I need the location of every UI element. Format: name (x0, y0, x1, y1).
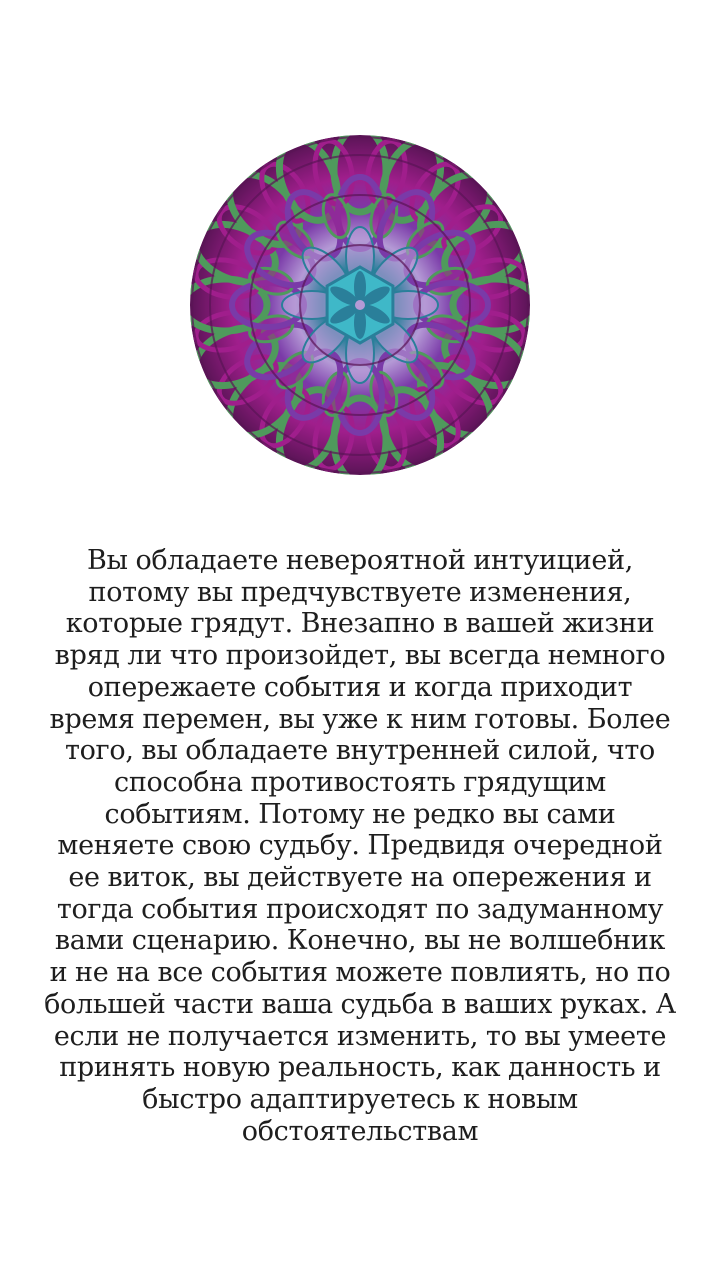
text-line: принять новую реальность, как данность и (59, 1052, 661, 1084)
text-line: быстро адаптируетесь к новым (142, 1083, 578, 1115)
text-line: если не получается изменить, то вы умеете (53, 1020, 667, 1052)
text-line: большей части ваша судьба в ваших руках. А (44, 988, 676, 1020)
center-dot (355, 300, 365, 310)
text-line: которые грядут. Внезапно в вашей жизни (65, 608, 655, 640)
text-line: ее виток, вы действуете на опережения и (68, 862, 652, 894)
text-line: способна противостоять грядущим (114, 766, 606, 798)
text-line: время перемен, вы уже к ним готовы. Более (49, 703, 671, 735)
text-line: того, вы обладаете внутренней силой, что (64, 735, 656, 767)
text-line: потому вы предчувствуете изменения, (88, 576, 632, 608)
text-line: обстоятельствам (241, 1115, 479, 1147)
description-text (40, 545, 680, 1147)
text-line: тогда события происходят по задуманному (56, 893, 664, 925)
text-line: вами сценарию. Конечно, вы не волшебник (54, 925, 666, 957)
text-line: опережаете события и когда приходит (87, 671, 633, 703)
text-line: Вы обладаете невероятной интуицией, (86, 545, 634, 576)
text-line: и не на все события можете повлиять, но по (49, 957, 671, 989)
text-line: событиям. Потому не редко вы сами (104, 798, 616, 830)
mandala-image (190, 135, 530, 475)
text-line: меняете свою судьбу. Предвидя очередной (57, 830, 663, 862)
text-line: вряд ли что произойдет, вы всегда немного (54, 640, 666, 672)
mandala-graphic (190, 135, 530, 475)
